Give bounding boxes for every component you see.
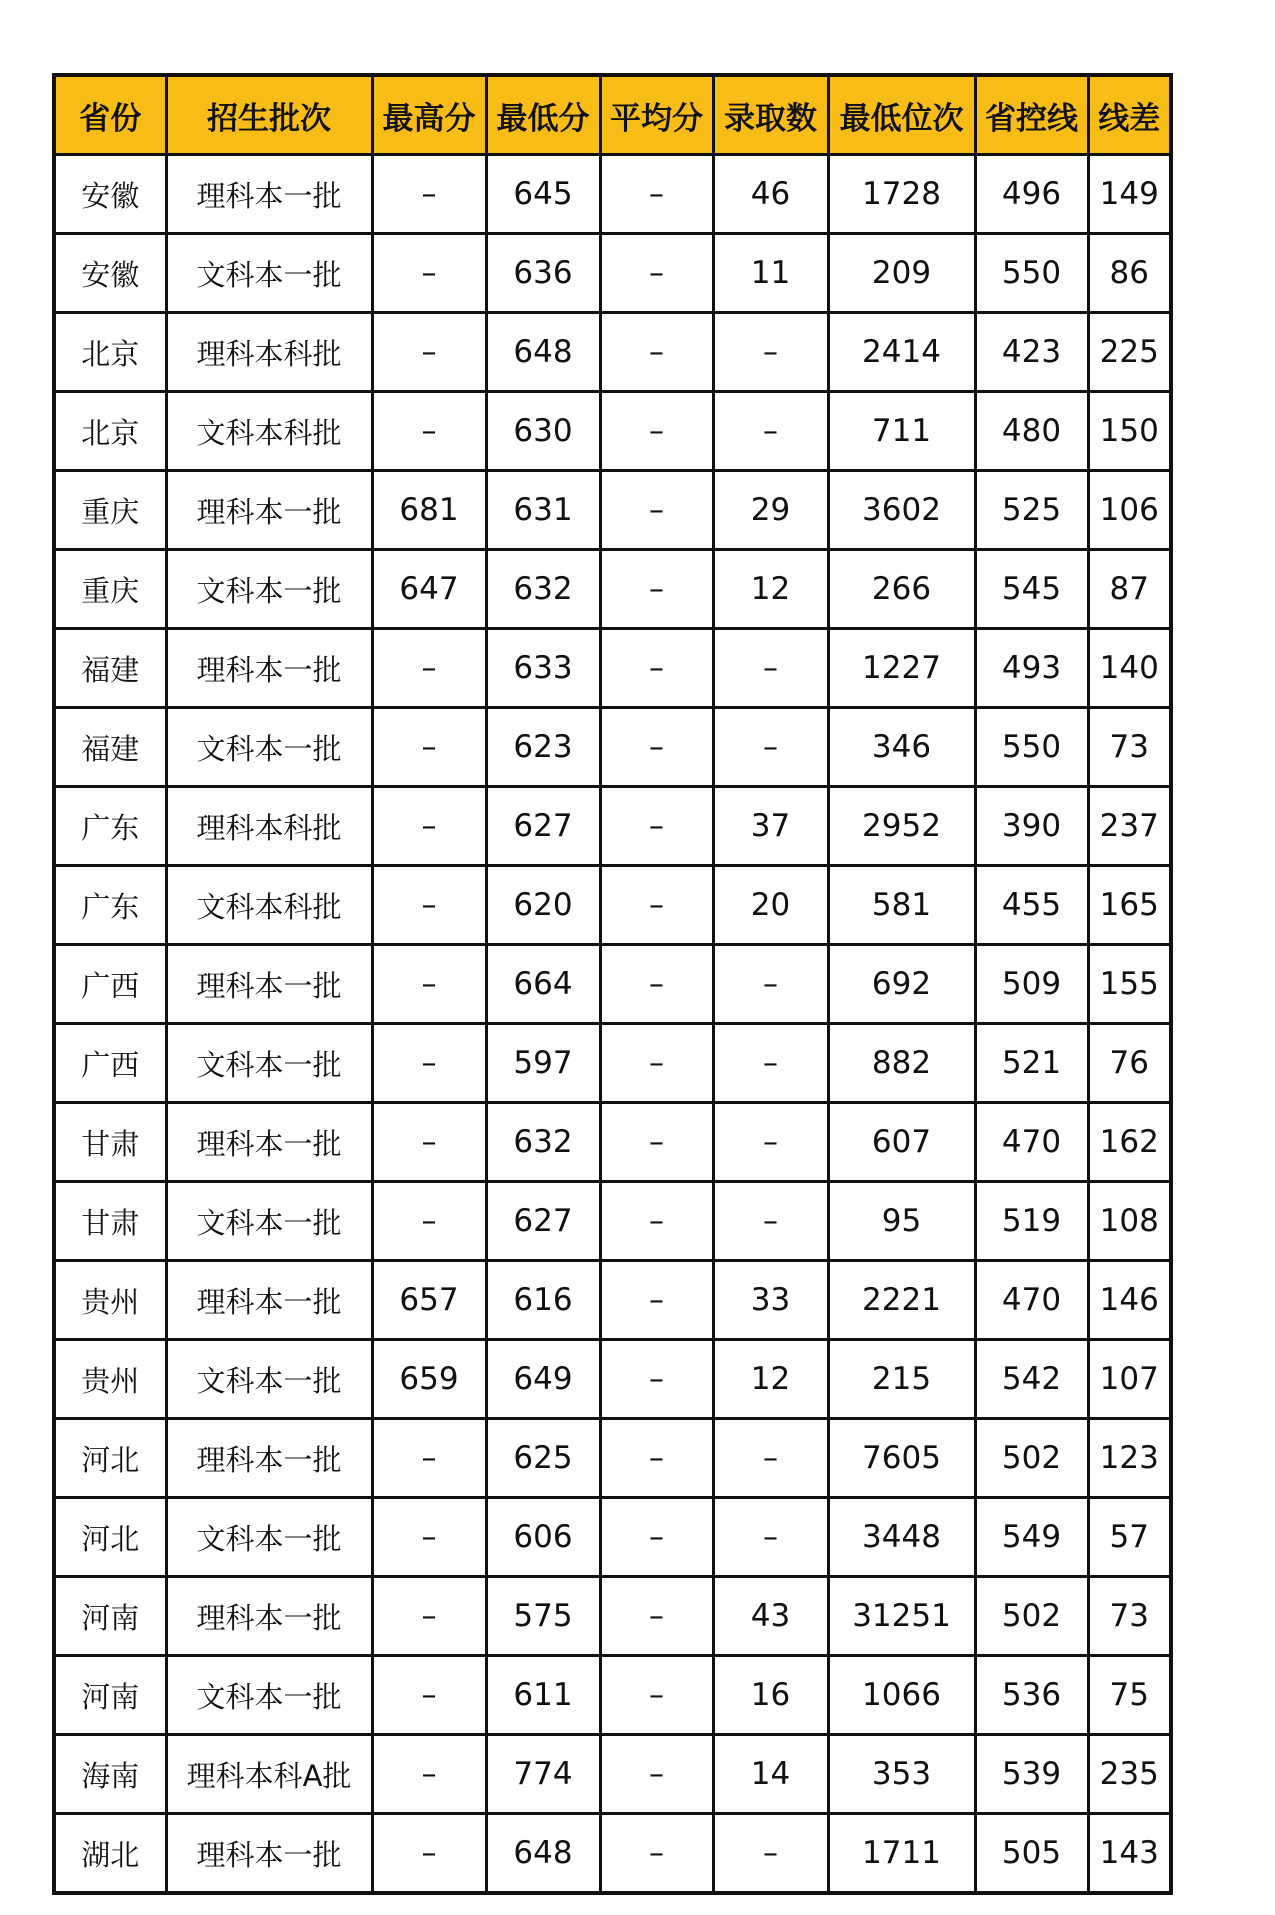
lowest-rank-cell: 882 (828, 1024, 975, 1103)
table-row (54, 945, 1171, 1024)
line-difference-cell: 107 (1088, 1340, 1171, 1419)
lowest-rank-cell: 346 (828, 708, 975, 787)
batch-cell: 文科本一批 (166, 234, 372, 313)
highest-score-cell: – (372, 1419, 486, 1498)
province-cell: 贵州 (54, 1340, 166, 1419)
average-score-cell: – (600, 471, 713, 550)
lowest-score-cell: 632 (486, 550, 600, 629)
average-score-cell: – (600, 1419, 713, 1498)
header-admitted-count: 录取数 (713, 75, 828, 155)
lowest-rank-cell: 2414 (828, 313, 975, 392)
province-cell: 广东 (54, 866, 166, 945)
province-control-line-cell: 390 (975, 787, 1088, 866)
batch-cell: 文科本科批 (166, 392, 372, 471)
admission-table-wrapper (52, 73, 1169, 1895)
lowest-rank-cell: 2221 (828, 1261, 975, 1340)
header-row (54, 75, 1171, 155)
lowest-score-cell: 627 (486, 787, 600, 866)
admitted-count-cell: – (713, 1419, 828, 1498)
province-control-line-cell: 455 (975, 866, 1088, 945)
lowest-rank-cell: 215 (828, 1340, 975, 1419)
lowest-score-cell: 597 (486, 1024, 600, 1103)
table-row (54, 1814, 1171, 1894)
lowest-score-cell: 774 (486, 1735, 600, 1814)
table-row (54, 1103, 1171, 1182)
province-control-line-cell: 509 (975, 945, 1088, 1024)
lowest-rank-cell: 1066 (828, 1656, 975, 1735)
province-cell: 福建 (54, 708, 166, 787)
highest-score-cell: 657 (372, 1261, 486, 1340)
line-difference-cell: 162 (1088, 1103, 1171, 1182)
highest-score-cell: – (372, 1735, 486, 1814)
average-score-cell: – (600, 945, 713, 1024)
province-control-line-cell: 480 (975, 392, 1088, 471)
admitted-count-cell: 29 (713, 471, 828, 550)
admitted-count-cell: – (713, 392, 828, 471)
table-row (54, 313, 1171, 392)
average-score-cell: – (600, 1814, 713, 1894)
province-cell: 海南 (54, 1735, 166, 1814)
line-difference-cell: 57 (1088, 1498, 1171, 1577)
highest-score-cell: – (372, 708, 486, 787)
province-cell: 湖北 (54, 1814, 166, 1894)
table-row (54, 471, 1171, 550)
lowest-score-cell: 648 (486, 313, 600, 392)
average-score-cell: – (600, 708, 713, 787)
lowest-rank-cell: 581 (828, 866, 975, 945)
province-cell: 河南 (54, 1656, 166, 1735)
lowest-rank-cell: 353 (828, 1735, 975, 1814)
batch-cell: 理科本一批 (166, 471, 372, 550)
table-row (54, 1735, 1171, 1814)
table-row (54, 866, 1171, 945)
admitted-count-cell: – (713, 313, 828, 392)
province-control-line-cell: 493 (975, 629, 1088, 708)
table-header (54, 75, 1171, 155)
average-score-cell: – (600, 629, 713, 708)
lowest-rank-cell: 1728 (828, 155, 975, 234)
admitted-count-cell: 12 (713, 550, 828, 629)
average-score-cell: – (600, 1498, 713, 1577)
line-difference-cell: 165 (1088, 866, 1171, 945)
province-control-line-cell: 521 (975, 1024, 1088, 1103)
highest-score-cell: – (372, 866, 486, 945)
batch-cell: 理科本一批 (166, 1577, 372, 1656)
province-control-line-cell: 519 (975, 1182, 1088, 1261)
lowest-rank-cell: 2952 (828, 787, 975, 866)
lowest-score-cell: 648 (486, 1814, 600, 1894)
table-row (54, 787, 1171, 866)
table-row (54, 629, 1171, 708)
batch-cell: 理科本一批 (166, 945, 372, 1024)
province-cell: 广东 (54, 787, 166, 866)
highest-score-cell: – (372, 234, 486, 313)
province-control-line-cell: 502 (975, 1419, 1088, 1498)
lowest-score-cell: 627 (486, 1182, 600, 1261)
lowest-rank-cell: 95 (828, 1182, 975, 1261)
province-control-line-cell: 539 (975, 1735, 1088, 1814)
line-difference-cell: 123 (1088, 1419, 1171, 1498)
table-row (54, 1261, 1171, 1340)
table-row (54, 1577, 1171, 1656)
province-cell: 安徽 (54, 234, 166, 313)
line-difference-cell: 140 (1088, 629, 1171, 708)
lowest-rank-cell: 607 (828, 1103, 975, 1182)
lowest-score-cell: 664 (486, 945, 600, 1024)
average-score-cell: – (600, 392, 713, 471)
province-cell: 广西 (54, 1024, 166, 1103)
province-cell: 甘肃 (54, 1182, 166, 1261)
admitted-count-cell: – (713, 1024, 828, 1103)
admitted-count-cell: 37 (713, 787, 828, 866)
batch-cell: 理科本一批 (166, 1419, 372, 1498)
province-control-line-cell: 470 (975, 1261, 1088, 1340)
highest-score-cell: – (372, 629, 486, 708)
header-province: 省份 (54, 75, 166, 155)
average-score-cell: – (600, 787, 713, 866)
line-difference-cell: 225 (1088, 313, 1171, 392)
table-row (54, 1182, 1171, 1261)
lowest-score-cell: 575 (486, 1577, 600, 1656)
average-score-cell: – (600, 155, 713, 234)
province-control-line-cell: 550 (975, 708, 1088, 787)
lowest-rank-cell: 7605 (828, 1419, 975, 1498)
province-control-line-cell: 536 (975, 1656, 1088, 1735)
line-difference-cell: 75 (1088, 1656, 1171, 1735)
admitted-count-cell: – (713, 1182, 828, 1261)
highest-score-cell: – (372, 787, 486, 866)
header-batch: 招生批次 (166, 75, 372, 155)
lowest-score-cell: 606 (486, 1498, 600, 1577)
province-control-line-cell: 505 (975, 1814, 1088, 1894)
average-score-cell: – (600, 1182, 713, 1261)
admitted-count-cell: 46 (713, 155, 828, 234)
lowest-rank-cell: 1711 (828, 1814, 975, 1894)
lowest-score-cell: 616 (486, 1261, 600, 1340)
average-score-cell: – (600, 1024, 713, 1103)
lowest-rank-cell: 266 (828, 550, 975, 629)
lowest-rank-cell: 692 (828, 945, 975, 1024)
batch-cell: 文科本一批 (166, 1182, 372, 1261)
line-difference-cell: 155 (1088, 945, 1171, 1024)
highest-score-cell: – (372, 1103, 486, 1182)
lowest-rank-cell: 1227 (828, 629, 975, 708)
average-score-cell: – (600, 1577, 713, 1656)
table-body (54, 155, 1171, 1894)
average-score-cell: – (600, 1261, 713, 1340)
province-cell: 安徽 (54, 155, 166, 234)
table-row (54, 1419, 1171, 1498)
average-score-cell: – (600, 313, 713, 392)
line-difference-cell: 237 (1088, 787, 1171, 866)
province-cell: 贵州 (54, 1261, 166, 1340)
lowest-score-cell: 649 (486, 1340, 600, 1419)
average-score-cell: – (600, 1656, 713, 1735)
table-row (54, 1024, 1171, 1103)
highest-score-cell: – (372, 1182, 486, 1261)
lowest-rank-cell: 209 (828, 234, 975, 313)
lowest-score-cell: 620 (486, 866, 600, 945)
province-cell: 北京 (54, 392, 166, 471)
highest-score-cell: – (372, 945, 486, 1024)
line-difference-cell: 86 (1088, 234, 1171, 313)
highest-score-cell: – (372, 155, 486, 234)
table-row (54, 155, 1171, 234)
line-difference-cell: 106 (1088, 471, 1171, 550)
batch-cell: 理科本科批 (166, 787, 372, 866)
table-row (54, 708, 1171, 787)
province-cell: 重庆 (54, 471, 166, 550)
admitted-count-cell: – (713, 945, 828, 1024)
line-difference-cell: 73 (1088, 708, 1171, 787)
province-control-line-cell: 545 (975, 550, 1088, 629)
province-control-line-cell: 423 (975, 313, 1088, 392)
batch-cell: 文科本一批 (166, 708, 372, 787)
line-difference-cell: 143 (1088, 1814, 1171, 1894)
average-score-cell: – (600, 550, 713, 629)
admitted-count-cell: – (713, 629, 828, 708)
batch-cell: 理科本一批 (166, 629, 372, 708)
lowest-rank-cell: 31251 (828, 1577, 975, 1656)
header-lowest-score: 最低分 (486, 75, 600, 155)
line-difference-cell: 150 (1088, 392, 1171, 471)
batch-cell: 理科本一批 (166, 155, 372, 234)
lowest-score-cell: 630 (486, 392, 600, 471)
admitted-count-cell: – (713, 1103, 828, 1182)
province-cell: 重庆 (54, 550, 166, 629)
highest-score-cell: – (372, 392, 486, 471)
lowest-score-cell: 625 (486, 1419, 600, 1498)
province-cell: 广西 (54, 945, 166, 1024)
batch-cell: 文科本科批 (166, 866, 372, 945)
line-difference-cell: 108 (1088, 1182, 1171, 1261)
admitted-count-cell: 33 (713, 1261, 828, 1340)
table-row (54, 1340, 1171, 1419)
highest-score-cell: 681 (372, 471, 486, 550)
province-control-line-cell: 470 (975, 1103, 1088, 1182)
average-score-cell: – (600, 1103, 713, 1182)
table-row (54, 550, 1171, 629)
admitted-count-cell: 12 (713, 1340, 828, 1419)
header-highest-score: 最高分 (372, 75, 486, 155)
province-cell: 福建 (54, 629, 166, 708)
batch-cell: 理科本一批 (166, 1103, 372, 1182)
province-control-line-cell: 549 (975, 1498, 1088, 1577)
line-difference-cell: 146 (1088, 1261, 1171, 1340)
average-score-cell: – (600, 1340, 713, 1419)
table-row (54, 234, 1171, 313)
batch-cell: 文科本一批 (166, 1024, 372, 1103)
batch-cell: 理科本一批 (166, 1261, 372, 1340)
province-control-line-cell: 496 (975, 155, 1088, 234)
header-province-control-line: 省控线 (975, 75, 1088, 155)
batch-cell: 文科本一批 (166, 550, 372, 629)
admitted-count-cell: – (713, 1498, 828, 1577)
admitted-count-cell: 43 (713, 1577, 828, 1656)
header-average-score: 平均分 (600, 75, 713, 155)
line-difference-cell: 76 (1088, 1024, 1171, 1103)
admitted-count-cell: 16 (713, 1656, 828, 1735)
province-cell: 河南 (54, 1577, 166, 1656)
average-score-cell: – (600, 234, 713, 313)
header-line-difference: 线差 (1088, 75, 1171, 155)
lowest-score-cell: 623 (486, 708, 600, 787)
admitted-count-cell: 11 (713, 234, 828, 313)
lowest-score-cell: 611 (486, 1656, 600, 1735)
batch-cell: 文科本一批 (166, 1498, 372, 1577)
highest-score-cell: – (372, 313, 486, 392)
table-row (54, 1656, 1171, 1735)
lowest-rank-cell: 3448 (828, 1498, 975, 1577)
lowest-rank-cell: 711 (828, 392, 975, 471)
average-score-cell: – (600, 866, 713, 945)
highest-score-cell: – (372, 1498, 486, 1577)
batch-cell: 理科本科A批 (166, 1735, 372, 1814)
province-control-line-cell: 542 (975, 1340, 1088, 1419)
batch-cell: 文科本一批 (166, 1340, 372, 1419)
line-difference-cell: 149 (1088, 155, 1171, 234)
admission-score-table (52, 73, 1173, 1895)
admitted-count-cell: 14 (713, 1735, 828, 1814)
table-row (54, 1498, 1171, 1577)
province-cell: 甘肃 (54, 1103, 166, 1182)
lowest-rank-cell: 3602 (828, 471, 975, 550)
highest-score-cell: – (372, 1577, 486, 1656)
line-difference-cell: 235 (1088, 1735, 1171, 1814)
lowest-score-cell: 633 (486, 629, 600, 708)
lowest-score-cell: 632 (486, 1103, 600, 1182)
batch-cell: 理科本一批 (166, 1814, 372, 1894)
admitted-count-cell: – (713, 1814, 828, 1894)
line-difference-cell: 73 (1088, 1577, 1171, 1656)
average-score-cell: – (600, 1735, 713, 1814)
line-difference-cell: 87 (1088, 550, 1171, 629)
lowest-score-cell: 636 (486, 234, 600, 313)
header-lowest-rank: 最低位次 (828, 75, 975, 155)
province-cell: 北京 (54, 313, 166, 392)
admitted-count-cell: 20 (713, 866, 828, 945)
highest-score-cell: – (372, 1814, 486, 1894)
province-control-line-cell: 502 (975, 1577, 1088, 1656)
highest-score-cell: – (372, 1024, 486, 1103)
province-cell: 河北 (54, 1498, 166, 1577)
batch-cell: 理科本科批 (166, 313, 372, 392)
province-cell: 河北 (54, 1419, 166, 1498)
lowest-score-cell: 645 (486, 155, 600, 234)
province-control-line-cell: 525 (975, 471, 1088, 550)
table-row (54, 392, 1171, 471)
highest-score-cell: 647 (372, 550, 486, 629)
highest-score-cell: 659 (372, 1340, 486, 1419)
lowest-score-cell: 631 (486, 471, 600, 550)
batch-cell: 文科本一批 (166, 1656, 372, 1735)
highest-score-cell: – (372, 1656, 486, 1735)
admitted-count-cell: – (713, 708, 828, 787)
province-control-line-cell: 550 (975, 234, 1088, 313)
